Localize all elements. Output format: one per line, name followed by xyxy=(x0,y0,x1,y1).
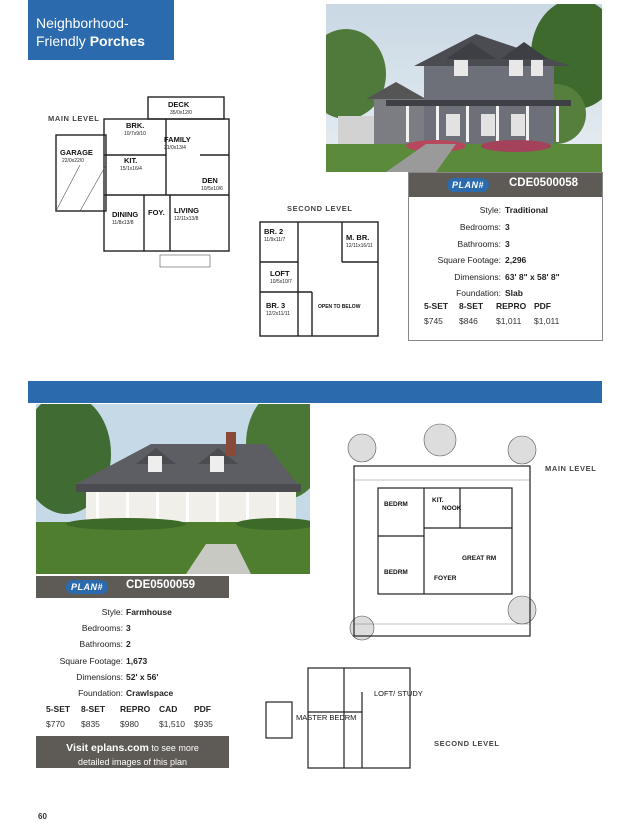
header-line1: Neighborhood- xyxy=(36,15,129,31)
plan-code-2[interactable]: CDE0500059 xyxy=(126,579,196,591)
spec-row xyxy=(36,687,229,699)
spec-value: 2,296 xyxy=(505,255,527,265)
room-label: FAMILY xyxy=(164,135,191,144)
floor-plan-main-1 xyxy=(40,95,235,275)
plan-info-panel-1 xyxy=(408,172,603,341)
spec-label: Bathrooms: xyxy=(457,239,501,249)
room-label: KIT. xyxy=(124,156,138,165)
house-photo-farmhouse xyxy=(36,404,310,574)
spec-label: Bedrooms: xyxy=(459,222,501,232)
room-label: DEN xyxy=(202,176,218,185)
spec-label: Dimensions: xyxy=(76,672,123,682)
price-value: $846 xyxy=(459,316,478,326)
spec-label: Square Footage: xyxy=(59,656,123,666)
floor-plan-upper-1 xyxy=(258,218,386,340)
plan-code-1[interactable]: CDE0500058 xyxy=(509,177,579,189)
room-label: BRK. xyxy=(126,121,145,130)
room-label: M. BR. xyxy=(346,233,370,242)
cta-line2: detailed images of this plan xyxy=(77,757,188,767)
spec-value: 3 xyxy=(505,239,510,249)
header-line2 xyxy=(36,32,145,50)
price-value: $1,011 xyxy=(496,316,522,326)
spec-row xyxy=(409,271,602,283)
price-header: 5-SET xyxy=(424,301,449,311)
price-value: $980 xyxy=(120,719,139,729)
spec-value: 63' 8" x 58' 8" xyxy=(505,272,560,282)
plan-info-panel-2 xyxy=(36,576,229,768)
room-label: DECK xyxy=(168,100,190,109)
room-dim: 12/11x16/11 xyxy=(346,243,373,249)
room-dim: 22/0x22/0 xyxy=(62,158,84,164)
cta-line1 xyxy=(36,736,229,754)
room-label: DINING xyxy=(112,210,139,219)
price-header: CAD xyxy=(159,704,178,714)
spec-row xyxy=(409,221,602,233)
room-dim: 15/1x16/4 xyxy=(120,166,142,172)
room-dim: 12/11x13/8 xyxy=(174,216,199,222)
price-header: REPRO xyxy=(496,301,527,311)
spec-row xyxy=(409,204,602,216)
spec-row xyxy=(36,606,229,618)
header-line2-prefix: Friendly xyxy=(36,33,90,49)
room-label: BEDRM xyxy=(384,569,408,576)
section-divider xyxy=(28,381,602,403)
plan-logo-1: PLAN# xyxy=(447,178,489,192)
spec-row xyxy=(36,671,229,683)
spec-value: 2 xyxy=(126,639,131,649)
spec-row xyxy=(36,655,229,667)
spec-value: 3 xyxy=(505,222,510,232)
price-value: $1,510 xyxy=(159,719,185,729)
room-dim: 35/0x12/0 xyxy=(170,110,192,116)
spec-row xyxy=(409,238,602,250)
room-label: KIT. xyxy=(432,497,444,504)
price-header: PDF xyxy=(534,301,551,311)
spec-label: Bedrooms: xyxy=(81,623,123,633)
main-level-label-2: MAIN LEVEL xyxy=(545,464,597,473)
room-label: BR. 2 xyxy=(264,227,284,236)
room-label: GARAGE xyxy=(60,148,93,157)
room-dim: 12/2x11/11 xyxy=(266,311,291,317)
price-value: $770 xyxy=(46,719,65,729)
room-dim: 11/9x11/7 xyxy=(264,237,286,243)
room-label: FOY. xyxy=(148,208,165,217)
house-photo-traditional xyxy=(326,4,602,172)
price-value: $835 xyxy=(81,719,100,729)
price-header: 8-SET xyxy=(81,704,106,714)
room-dim: 10/7x9/10 xyxy=(124,131,146,137)
cta-line1-suffix: to see more xyxy=(148,743,199,753)
spec-label: Square Footage: xyxy=(437,255,501,265)
header-line2-bold: Porches xyxy=(89,33,145,49)
second-level-label-1: SECOND LEVEL xyxy=(287,204,353,213)
room-label: LOFT/ STUDY xyxy=(374,689,423,698)
room-label: LOFT xyxy=(270,269,290,278)
room-label: GREAT RM xyxy=(462,555,497,562)
plan-bar-1 xyxy=(409,173,602,197)
floor-plan-upper-2 xyxy=(258,662,428,780)
spec-value: Traditional xyxy=(505,205,548,215)
price-header: 8-SET xyxy=(459,301,484,311)
spec-row xyxy=(409,254,602,266)
spec-row xyxy=(36,622,229,634)
room-label: OPEN TO BELOW xyxy=(318,304,361,310)
spec-value: 3 xyxy=(126,623,131,633)
spec-label: Foundation: xyxy=(456,288,501,298)
room-dim: 10/5x10/7 xyxy=(270,279,292,285)
spec-label: Dimensions: xyxy=(454,272,501,282)
eplans-cta[interactable] xyxy=(36,736,229,768)
spec-value: Crawlspace xyxy=(126,688,174,698)
page-number: 60 xyxy=(38,812,47,821)
room-dim: 21/0x13/4 xyxy=(164,145,186,151)
price-value: $935 xyxy=(194,719,213,729)
price-header: REPRO xyxy=(120,704,151,714)
room-dim: 10/5x10/6 xyxy=(201,186,223,192)
price-value: $1,011 xyxy=(534,316,560,326)
price-value: $745 xyxy=(424,316,443,326)
room-label: NOOK xyxy=(442,505,462,512)
spec-label: Bathrooms: xyxy=(79,639,123,649)
spec-value: 1,673 xyxy=(126,656,148,666)
second-level-label-2: SECOND LEVEL xyxy=(434,739,500,748)
spec-value: Slab xyxy=(505,288,523,298)
room-dim: 11/8x13/8 xyxy=(112,220,134,226)
plan-bar-2 xyxy=(36,576,229,598)
main-level-label-1: MAIN LEVEL xyxy=(48,114,100,123)
price-header: PDF xyxy=(194,704,211,714)
spec-label: Foundation: xyxy=(78,688,123,698)
room-label: BR. 3 xyxy=(266,301,286,310)
spec-label: Style: xyxy=(101,607,123,617)
spec-row xyxy=(36,638,229,650)
section-header xyxy=(28,0,174,60)
plan-logo-2: PLAN# xyxy=(66,580,108,594)
spec-label: Style: xyxy=(479,205,501,215)
room-label: MASTER BEDRM xyxy=(296,713,357,722)
spec-value: Farmhouse xyxy=(126,607,172,617)
room-label: FOYER xyxy=(434,575,457,582)
room-label: LIVING xyxy=(174,206,200,215)
room-label: BEDRM xyxy=(384,501,408,508)
cta-link-text[interactable]: Visit eplans.com xyxy=(66,742,149,754)
price-header: 5-SET xyxy=(46,704,71,714)
spec-value: 52' x 56' xyxy=(126,672,159,682)
floor-plan-main-2 xyxy=(340,420,540,660)
spec-row xyxy=(409,287,602,299)
